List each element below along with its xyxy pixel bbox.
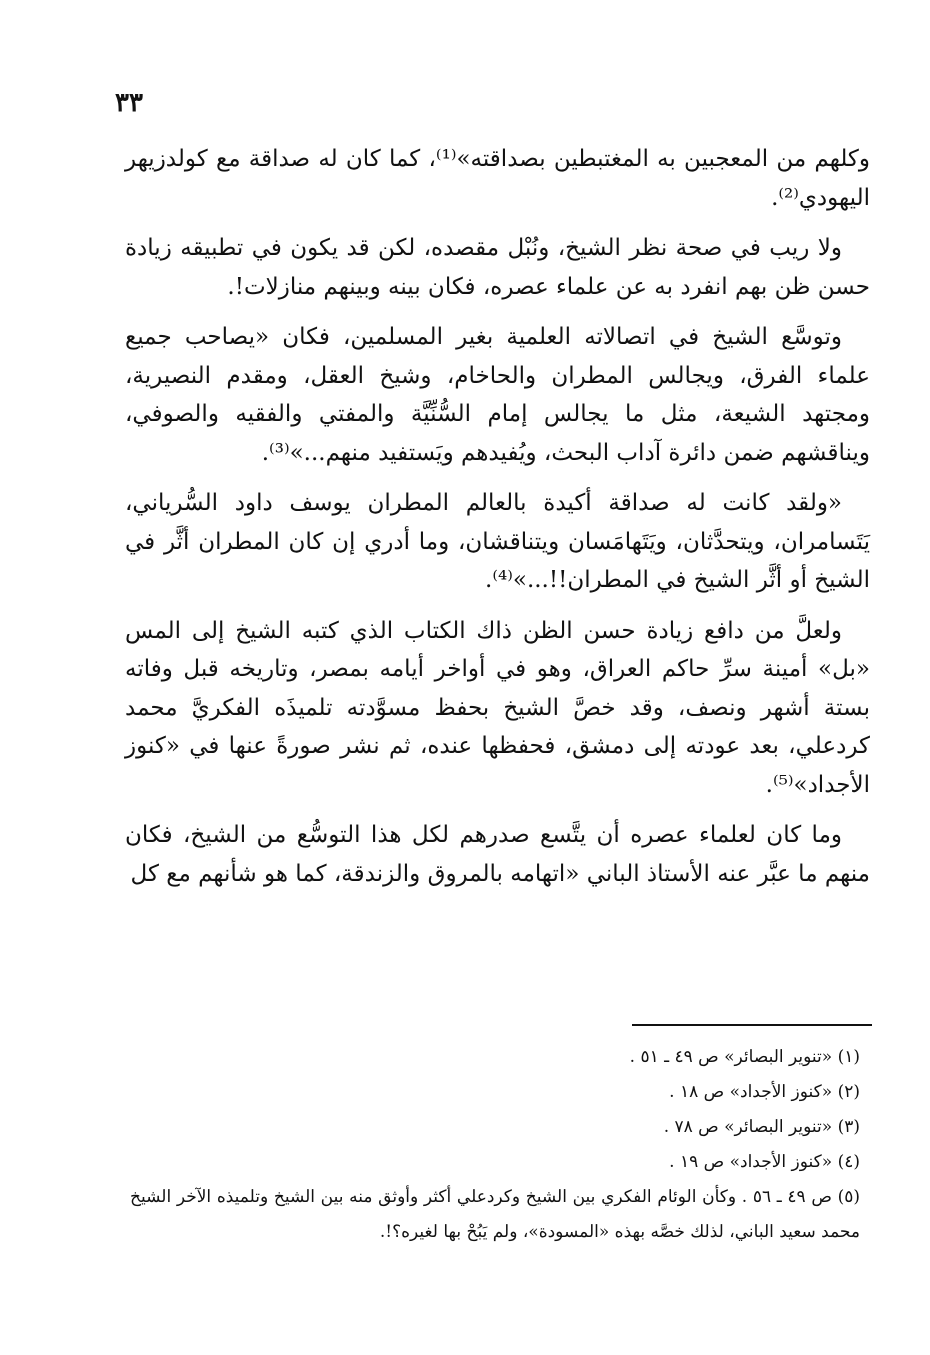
footnote-1: (١) «تنوير البصائر» ص ٤٩ ـ ٥١ . xyxy=(629,1047,860,1067)
paragraph-6: وما كان لعلماء عصره أن يتَّسع صدرهم لكل هذا التوسُّع من الشيخ، فكان منهم ما عبَّر عنه الأستاذ الباني «اتهامه بالمروق والزندقة، كما هو شأنهم مع كل xyxy=(125,822,870,887)
paragraph-1: وكلهم من المعجبين به المغتبطين بصداقته»⁽¹⁾، كما كان له صداقة مع كولدزيهر اليهودي⁽²⁾. xyxy=(125,146,870,211)
paragraph-3: وتوسَّع الشيخ في اتصالاته العلمية بغير المسلمين، فكان «يصاحب جميع علماء الفرق، ويجالس المطران والحاخام، وشيخ العقل، ومقدم النصيرية، ومجتهد الشيعة، مثل ما يجالس إمام السُّنِّيَّة والمفتي والفقيه والصوفي، ويناقشهم ضمن دائرة آداب البحث، ويُفيدهم ويَستفيد منهم...»⁽³⁾. xyxy=(125,324,870,466)
main-text xyxy=(125,140,870,905)
page-number: ٣٣ xyxy=(115,88,143,118)
footnotes xyxy=(130,1040,860,1250)
footnote-5: (٥) ص ٤٩ ـ ٥٦ . وكأن الوئام الفكري بين الشيخ وكردعلي أكثر وأوثق منه بين الشيخ وتلميذه الآخر الشيخ محمد سعيد الباني، لذلك خصَّه بهذه «المسودة»، ولم يَبُحْ بها لغيره؟!. xyxy=(130,1187,860,1242)
paragraph-5: ولعلَّ من دافع زيادة حسن الظن ذاك الكتاب الذي كتبه الشيخ إلى المس «بل» أمينة سرِّ حاكم العراق، وهو في أواخر أيامه بمصر، وتاريخه قبل وفاته بستة أشهر ونصف، وقد خصَّ الشيخ بحفظ مسوَّدته تلميذَه الفكريَّ محمد كردعلي، بعد عودته إلى دمشق، فحفظها عنده، ثم نشر صورةً عنها في «كنوز الأجداد»⁽⁵⁾. xyxy=(125,617,870,798)
footnote-2: (٢) «كنوز الأجداد» ص ١٨ . xyxy=(669,1082,860,1102)
footnote-4: (٤) «كنوز الأجداد» ص ١٩ . xyxy=(669,1152,860,1172)
footnote-3: (٣) «تنوير البصائر» ص ٧٨ . xyxy=(663,1117,860,1137)
paragraph-2: ولا ريب في صحة نظر الشيخ، ونُبْل مقصده، لكن قد يكون في تطبيقه زيادة حسن ظن بهم انفرد به عن علماء عصره، فكان بينه وبينهم منازلات!. xyxy=(125,235,870,300)
footnote-divider xyxy=(632,1024,872,1026)
paragraph-4: «ولقد كانت له صداقة أكيدة بالعالم المطران يوسف داود السُّرياني، يَتَسامران، ويتحدَّثان، ويَتَهامَسان ويتناقشان، وما أدري إن كان المطران أثَّر في الشيخ أو أثَّر الشيخ في المطران!!...»⁽⁴⁾. xyxy=(125,490,870,593)
